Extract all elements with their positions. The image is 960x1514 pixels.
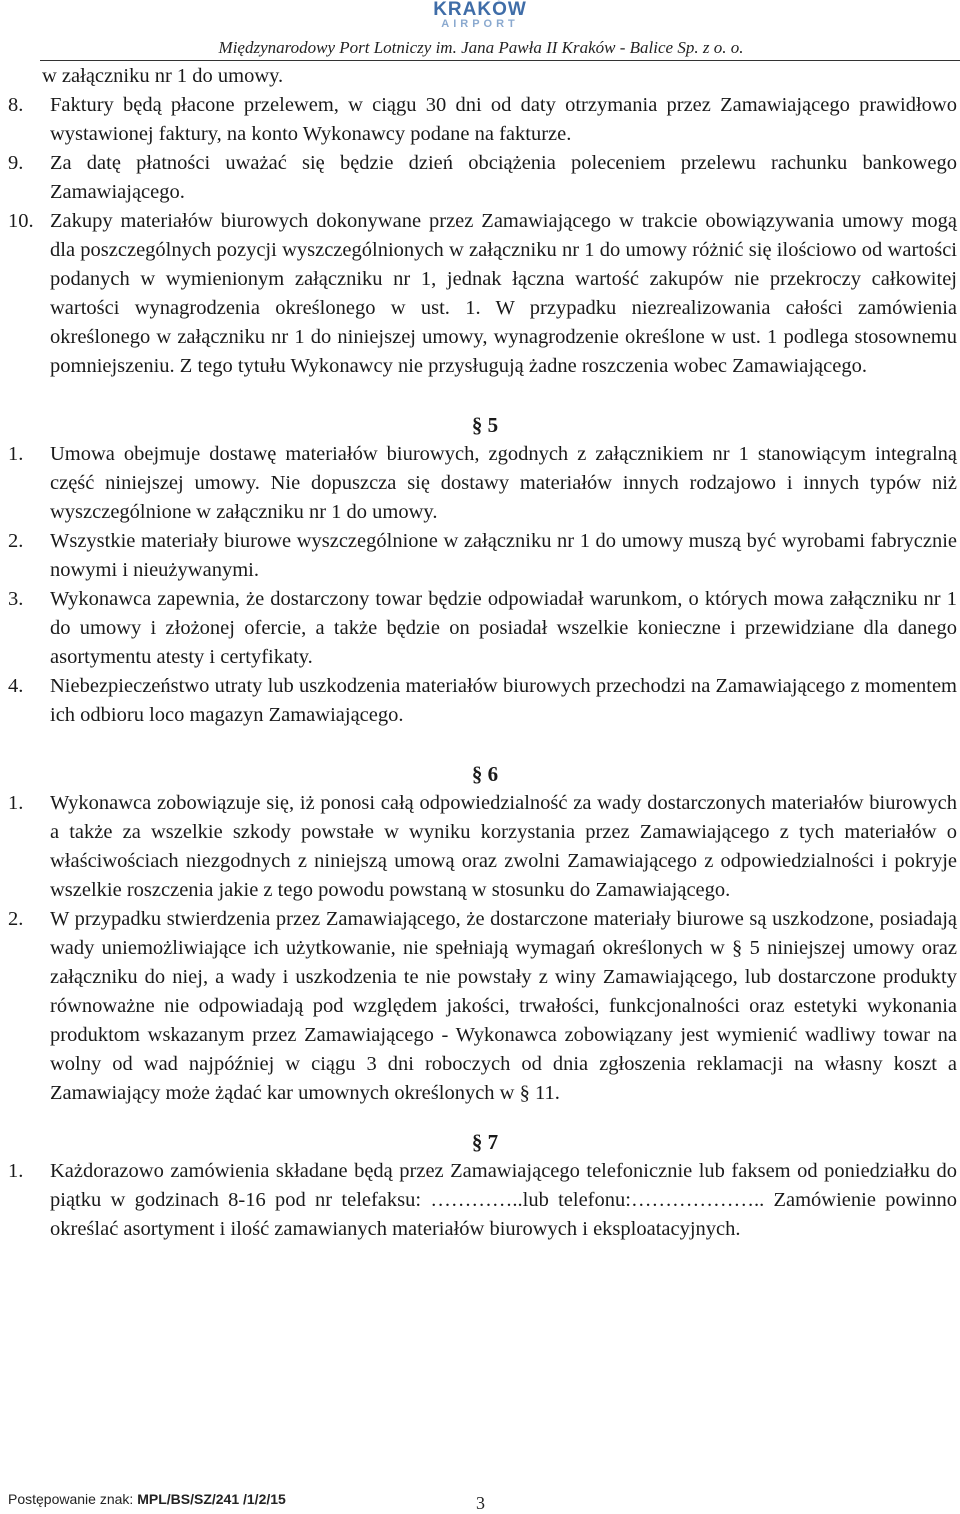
list-item bbox=[0, 585, 960, 672]
item-text: Niebezpieczeństwo utraty lub uszkodzenia materiałów biurowych przechodzi na Zamawiającego z momentem ich odbioru loco magazyn Zamawiającego. bbox=[50, 675, 957, 726]
item-number: 2. bbox=[8, 908, 24, 930]
section-heading-6: § 6 bbox=[471, 762, 499, 786]
item-text: Wykonawca zapewnia, że dostarczony towar będzie odpowiadał warunkom, o których mowa załączniku nr 1 do umowy i złożonej ofercie, a także będzie on posiadał wszelkie konieczne i przewidziane dla danego asortymentu atesty i certyfikaty. bbox=[50, 588, 957, 668]
item-number: 10. bbox=[8, 210, 34, 232]
list-item bbox=[0, 672, 960, 730]
header-divider bbox=[40, 60, 960, 61]
list-item bbox=[0, 789, 960, 905]
list-item bbox=[0, 91, 960, 149]
item-text: Faktury będą płacone przelewem, w ciągu 30 dni od daty otrzymania przez Zamawiającego prawidłowo wystawionej faktury, na konto Wykonawcy podane na fakturze. bbox=[50, 94, 957, 145]
item-number: 1. bbox=[8, 1160, 24, 1182]
logo-subtitle: AIRPORT bbox=[441, 18, 519, 30]
section-heading-7: § 7 bbox=[471, 1130, 499, 1154]
page-header-title: Międzynarodowy Port Lotniczy im. Jana Pawła II Kraków - Balice Sp. z o. o. bbox=[218, 38, 744, 57]
list-item bbox=[0, 905, 960, 1108]
item-text: Za datę płatności uważać się będzie dzień obciążenia poleceniem przelewu rachunku bankowego Zamawiającego. bbox=[50, 152, 957, 203]
footer-reference bbox=[8, 1491, 286, 1507]
airport-logo bbox=[360, 0, 600, 30]
item-text: Wszystkie materiały biurowe wyszczególnione w załączniku nr 1 do umowy muszą być wyrobami fabrycznie nowymi i nieużywanymi. bbox=[50, 530, 957, 581]
item-number: 8. bbox=[8, 94, 24, 116]
item-number: 1. bbox=[8, 443, 24, 465]
list-item bbox=[0, 527, 960, 585]
page-number: 3 bbox=[476, 1493, 485, 1513]
item-text: Wykonawca zobowiązuje się, iż ponosi całą odpowiedzialność za wady dostarczonych materiałów biurowych a także za wszelkie szkody powstałe w wyniku korzystania przez Zamawiającego z tych materiałów o właściwościach niezgodnych z niniejszą umową oraz zwolni Zamawiającego z odpowiedzialności i pokryje wszelkie roszczenia jakie z tego powodu powstaną w stosunku do Zamawiającego. bbox=[50, 792, 957, 901]
item-text: Zakupy materiałów biurowych dokonywane przez Zamawiającego w trakcie obowiązywania umowy mogą dla poszczególnych pozycji wyszczególnionych w załączniku nr 1 do umowy różnić się ilościowo od wartości podanych w wymienionym załączniku nr 1, jednak łączna wartość zakupów nie przekroczy całkowitej wartości wynagrodzenia określonego w ust. 1. W przypadku niezrealizowania całości zamówienia określonego w załączniku nr 1 do niniejszej umowy, wynagrodzenie określone w ust. 1 podlega stosownemu pomniejszeniu. Z tego tytułu Wykonawcy nie przysługują żadne roszczenia wobec Zamawiającego. bbox=[50, 210, 957, 377]
continuation-text: w załączniku nr 1 do umowy. bbox=[42, 65, 284, 87]
item-number: 2. bbox=[8, 530, 24, 552]
footer-code: MPL/BS/SZ/241 /1/2/15 bbox=[137, 1491, 286, 1507]
item-number: 9. bbox=[8, 152, 24, 174]
list-item bbox=[0, 440, 960, 527]
item-number: 1. bbox=[8, 792, 24, 814]
document-body bbox=[0, 62, 960, 1244]
list-item bbox=[0, 149, 960, 207]
item-text: W przypadku stwierdzenia przez Zamawiającego, że dostarczone materiały biurowe są uszkodzone, posiadają wady uniemożliwiające ich użytkowanie, nie spełniają wymagań określonych w § 5 niniejszej umowy oraz załączniku do niej, a wady i uszkodzenia te nie powstały z winy Zamawiającego, lub dostarczone produkty równoważne nie odpowiadają pod względem jakości, trwałości, funkcjonalności oraz estetyki wykonania produktom wskazanym przez Zamawiającego - Wykonawca zobowiązany jest wymienić wadliwy towar na wolny od wad najpóźniej w ciągu 3 dni roboczych od dnia zgłoszenia reklamacji na własny koszt a Zamawiający może żądać kar umownych określonych w § 11. bbox=[50, 908, 957, 1104]
section-heading-5: § 5 bbox=[471, 413, 499, 437]
footer-label: Postępowanie znak: bbox=[8, 1491, 134, 1507]
list-item bbox=[0, 207, 960, 381]
logo-wordmark: KRAKÓW bbox=[433, 0, 527, 20]
item-text: Każdorazowo zamówienia składane będą przez Zamawiającego telefonicznie lub faksem od poniedziałku do piątku w godzinach 8-16 pod nr telefaksu: …………..lub telefonu:……………….. Zamówienie powinno określać asortyment i ilość zamawianych materiałów biurowych i eksploatacyjnych. bbox=[50, 1160, 957, 1240]
item-text: Umowa obejmuje dostawę materiałów biurowych, zgodnych z załącznikiem nr 1 stanowiącym integralną część niniejszej umowy. Nie dopuszcza się dostawy materiałów innych rodzajowo i innych typów niż wyszczególnione w załączniku nr 1 do umowy. bbox=[50, 443, 957, 523]
item-number: 3. bbox=[8, 588, 24, 610]
list-item bbox=[0, 1157, 960, 1244]
item-number: 4. bbox=[8, 675, 24, 697]
